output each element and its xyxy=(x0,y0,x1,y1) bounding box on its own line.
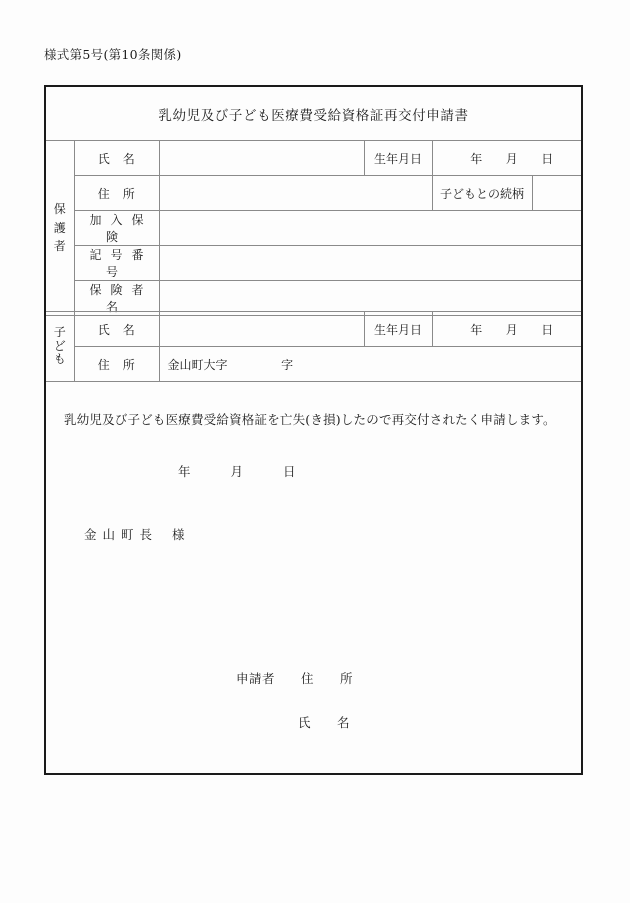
guardian-insurance-label: 加入保険 xyxy=(74,211,159,246)
date-month: 月 xyxy=(230,464,244,479)
form-title-band xyxy=(46,87,581,141)
child-label-char-2: ど xyxy=(53,338,66,353)
guardian-dob-month: 月 xyxy=(505,151,518,166)
child-name-field[interactable] xyxy=(159,312,364,347)
page-title: 乳幼児及び子ども医療費受給資格証再交付申請書 xyxy=(158,107,469,124)
guardian-dob-year: 年 xyxy=(470,151,483,166)
addressee-town: 金山町長 xyxy=(84,527,159,542)
applicant-address-label: 住 所 xyxy=(301,671,360,686)
addressee-honorific: 様 xyxy=(172,527,185,542)
child-address-prefix: 金山町大字 xyxy=(167,357,228,372)
applicant-address-line xyxy=(236,669,360,687)
table-row xyxy=(46,347,581,382)
addressee-line xyxy=(84,525,185,543)
child-name-label: 氏 名 xyxy=(74,312,159,347)
guardian-name-field[interactable] xyxy=(159,141,364,176)
table-row xyxy=(46,141,581,176)
child-label-char-1: 子 xyxy=(53,325,66,340)
child-table xyxy=(46,311,581,382)
child-dob-year: 年 xyxy=(470,322,483,337)
guardian-insurance-field[interactable] xyxy=(159,211,581,246)
guardian-insurer-name-label: 保険者名 xyxy=(74,281,159,316)
date-year: 年 xyxy=(178,464,191,479)
guardian-dob-label: 生年月日 xyxy=(364,141,432,176)
guardian-name-label: 氏 名 xyxy=(74,141,159,176)
guardian-dob-day: 日 xyxy=(541,151,554,166)
child-address-field[interactable] xyxy=(159,347,581,382)
submission-date-line xyxy=(142,462,296,480)
applicant-label: 申請者 xyxy=(236,671,276,686)
table-row xyxy=(46,176,581,211)
declaration-text: 乳幼児及び子ども医療費受給資格証を亡失(き損)したので再交付されたく申請します。 xyxy=(64,412,556,427)
guardian-vertical-label xyxy=(46,141,74,316)
form-number: 様式第5号(第10条関係) xyxy=(44,47,182,62)
child-dob-label: 生年月日 xyxy=(364,312,432,347)
child-vertical-label xyxy=(46,312,74,382)
table-row xyxy=(46,211,581,246)
table-row xyxy=(46,246,581,281)
statement-area xyxy=(46,379,581,773)
guardian-label-char-3: 者 xyxy=(53,239,66,254)
child-address-label: 住 所 xyxy=(74,347,159,382)
child-address-suffix: 字 xyxy=(281,357,294,372)
child-dob-month: 月 xyxy=(505,322,518,337)
guardian-dob-field[interactable] xyxy=(432,141,581,176)
guardian-symbol-number-label: 記号番号 xyxy=(74,246,159,281)
guardian-relationship-field[interactable] xyxy=(532,176,581,211)
date-day: 日 xyxy=(283,464,296,479)
child-label-char-3: も xyxy=(53,352,66,367)
guardian-symbol-number-field[interactable] xyxy=(159,246,581,281)
guardian-address-label: 住 所 xyxy=(74,176,159,211)
guardian-relationship-label: 子どもとの続柄 xyxy=(432,176,532,211)
guardian-label-char-2: 護 xyxy=(53,220,66,235)
guardian-table xyxy=(46,141,581,316)
guardian-address-field[interactable] xyxy=(159,176,432,211)
applicant-name-label: 氏 名 xyxy=(298,715,357,730)
child-dob-day: 日 xyxy=(541,322,554,337)
form-frame xyxy=(44,85,583,775)
child-dob-field[interactable] xyxy=(432,312,581,347)
table-row xyxy=(46,312,581,347)
applicant-name-line xyxy=(236,713,357,731)
guardian-label-char-1: 保 xyxy=(53,202,66,217)
